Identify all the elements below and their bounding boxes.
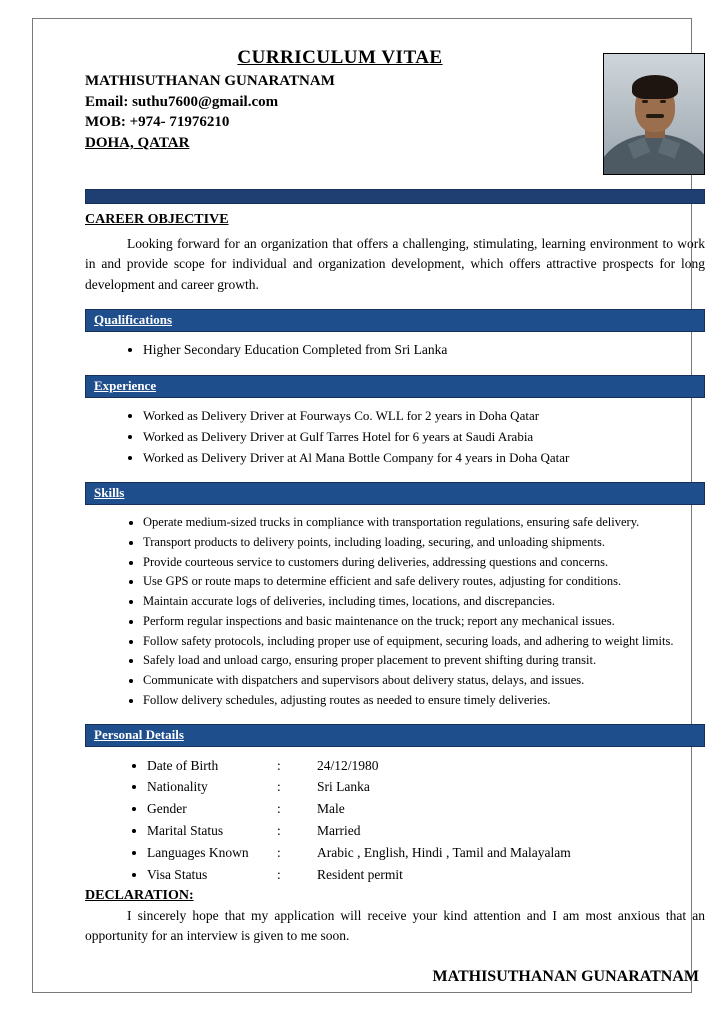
detail-label: Marital Status bbox=[147, 823, 224, 839]
list-item bbox=[147, 798, 705, 820]
qualifications-list bbox=[85, 340, 705, 361]
list-item bbox=[147, 755, 705, 777]
detail-label: Nationality bbox=[147, 779, 208, 795]
list-item: • Follow delivery schedules, adjusting routes as needed to ensure timely deliveries. bbox=[143, 691, 705, 710]
detail-colon: : bbox=[277, 757, 281, 773]
qualifications-heading bbox=[85, 309, 705, 332]
applicant-location: DOHA, QATAR bbox=[85, 135, 190, 152]
career-objective-text: Looking forward for an organization that offers a challenging, stimulating, learning environment to work in and provide scope for individual and organization development, which offers attractive prospects for long development and career growth. bbox=[85, 236, 705, 292]
skills-heading-label: Skills bbox=[94, 485, 125, 501]
applicant-email: Email: suthu7600@gmail.com bbox=[85, 93, 279, 110]
applicant-name: MATHISUTHANAN GUNARATNAM bbox=[85, 73, 335, 89]
list-item: • Worked as Delivery Driver at Al Mana Bottle Company for 4 years in Doha Qatar bbox=[143, 448, 705, 468]
declaration-heading: DECLARATION: bbox=[85, 887, 194, 903]
list-item: • Perform regular inspections and basic maintenance on the truck; report any mechanical issues. bbox=[143, 612, 705, 631]
list-item: • Communicate with dispatchers and supervisors about delivery status, delays, and issues. bbox=[143, 671, 705, 690]
detail-label: Languages Known bbox=[147, 845, 249, 861]
document-border bbox=[32, 18, 705, 993]
detail-colon: : bbox=[277, 779, 281, 795]
qualifications-heading-label: Qualifications bbox=[94, 311, 173, 327]
experience-list bbox=[85, 406, 705, 468]
detail-colon: : bbox=[277, 801, 281, 817]
photo-mustache bbox=[646, 114, 664, 118]
list-item: • Maintain accurate logs of deliveries, including times, locations, and discrepancies. bbox=[143, 592, 705, 611]
list-item: • Worked as Delivery Driver at Fourways Co. WLL for 2 years in Doha Qatar bbox=[143, 406, 705, 426]
detail-value: Arabic , English, Hindi , Tamil and Malayalam bbox=[317, 845, 571, 861]
list-item: • Follow safety protocols, including proper use of equipment, securing loads, and adhering to weight limits. bbox=[143, 632, 705, 651]
document-content bbox=[85, 47, 705, 986]
detail-label: Date of Birth bbox=[147, 757, 219, 773]
detail-value: Married bbox=[317, 823, 361, 839]
list-item: • Operate medium-sized trucks in compliance with transportation regulations, ensuring safe delivery. bbox=[143, 513, 705, 532]
list-item bbox=[147, 776, 705, 798]
photo-eye-left bbox=[642, 100, 648, 103]
list-item bbox=[147, 842, 705, 864]
list-item: • Provide courteous service to customers during deliveries, addressing questions and concerns. bbox=[143, 553, 705, 572]
detail-value: Resident permit bbox=[317, 866, 403, 882]
cv-header bbox=[85, 47, 705, 175]
photo-hair bbox=[632, 75, 678, 99]
declaration-text: I sincerely hope that my application will receive your kind attention and I am most anxious that an opportunity for an interview is given to me soon. bbox=[85, 907, 705, 943]
header-divider-bar bbox=[85, 189, 705, 204]
detail-colon: : bbox=[277, 823, 281, 839]
detail-value: Sri Lanka bbox=[317, 779, 370, 795]
skills-heading bbox=[85, 482, 705, 505]
personal-details-heading bbox=[85, 724, 705, 747]
detail-value: Male bbox=[317, 801, 345, 817]
phone-label: MOB: bbox=[85, 114, 126, 131]
detail-colon: : bbox=[277, 845, 281, 861]
signature-name: MATHISUTHANAN GUNARATNAM bbox=[432, 968, 699, 986]
career-objective-heading: CAREER OBJECTIVE bbox=[85, 212, 229, 227]
detail-label: Gender bbox=[147, 801, 187, 817]
detail-label: Visa Status bbox=[147, 866, 208, 882]
experience-heading-label: Experience bbox=[94, 377, 157, 393]
phone-value: +974- 71976210 bbox=[129, 114, 230, 131]
personal-details-list bbox=[85, 755, 705, 886]
list-item: • Worked as Delivery Driver at Gulf Tarres Hotel for 6 years at Saudi Arabia bbox=[143, 427, 705, 447]
detail-value: 24/12/1980 bbox=[317, 757, 379, 773]
page-title: CURRICULUM VITAE bbox=[237, 47, 443, 68]
skills-list bbox=[85, 513, 705, 710]
list-item: • Safely load and unload cargo, ensuring proper placement to prevent shifting during transit. bbox=[143, 651, 705, 670]
experience-heading bbox=[85, 375, 705, 398]
personal-details-heading-label: Personal Details bbox=[94, 726, 184, 742]
list-item bbox=[147, 864, 705, 886]
applicant-photo bbox=[603, 53, 705, 175]
list-item: • Transport products to delivery points, including loading, securing, and unloading shipments. bbox=[143, 533, 705, 552]
detail-colon: : bbox=[277, 866, 281, 882]
list-item: • Use GPS or route maps to determine efficient and safe delivery routes, adjusting for conditions. bbox=[143, 572, 705, 591]
photo-eye-right bbox=[660, 100, 666, 103]
list-item: • Higher Secondary Education Completed from Sri Lanka bbox=[143, 340, 705, 361]
list-item bbox=[147, 820, 705, 842]
